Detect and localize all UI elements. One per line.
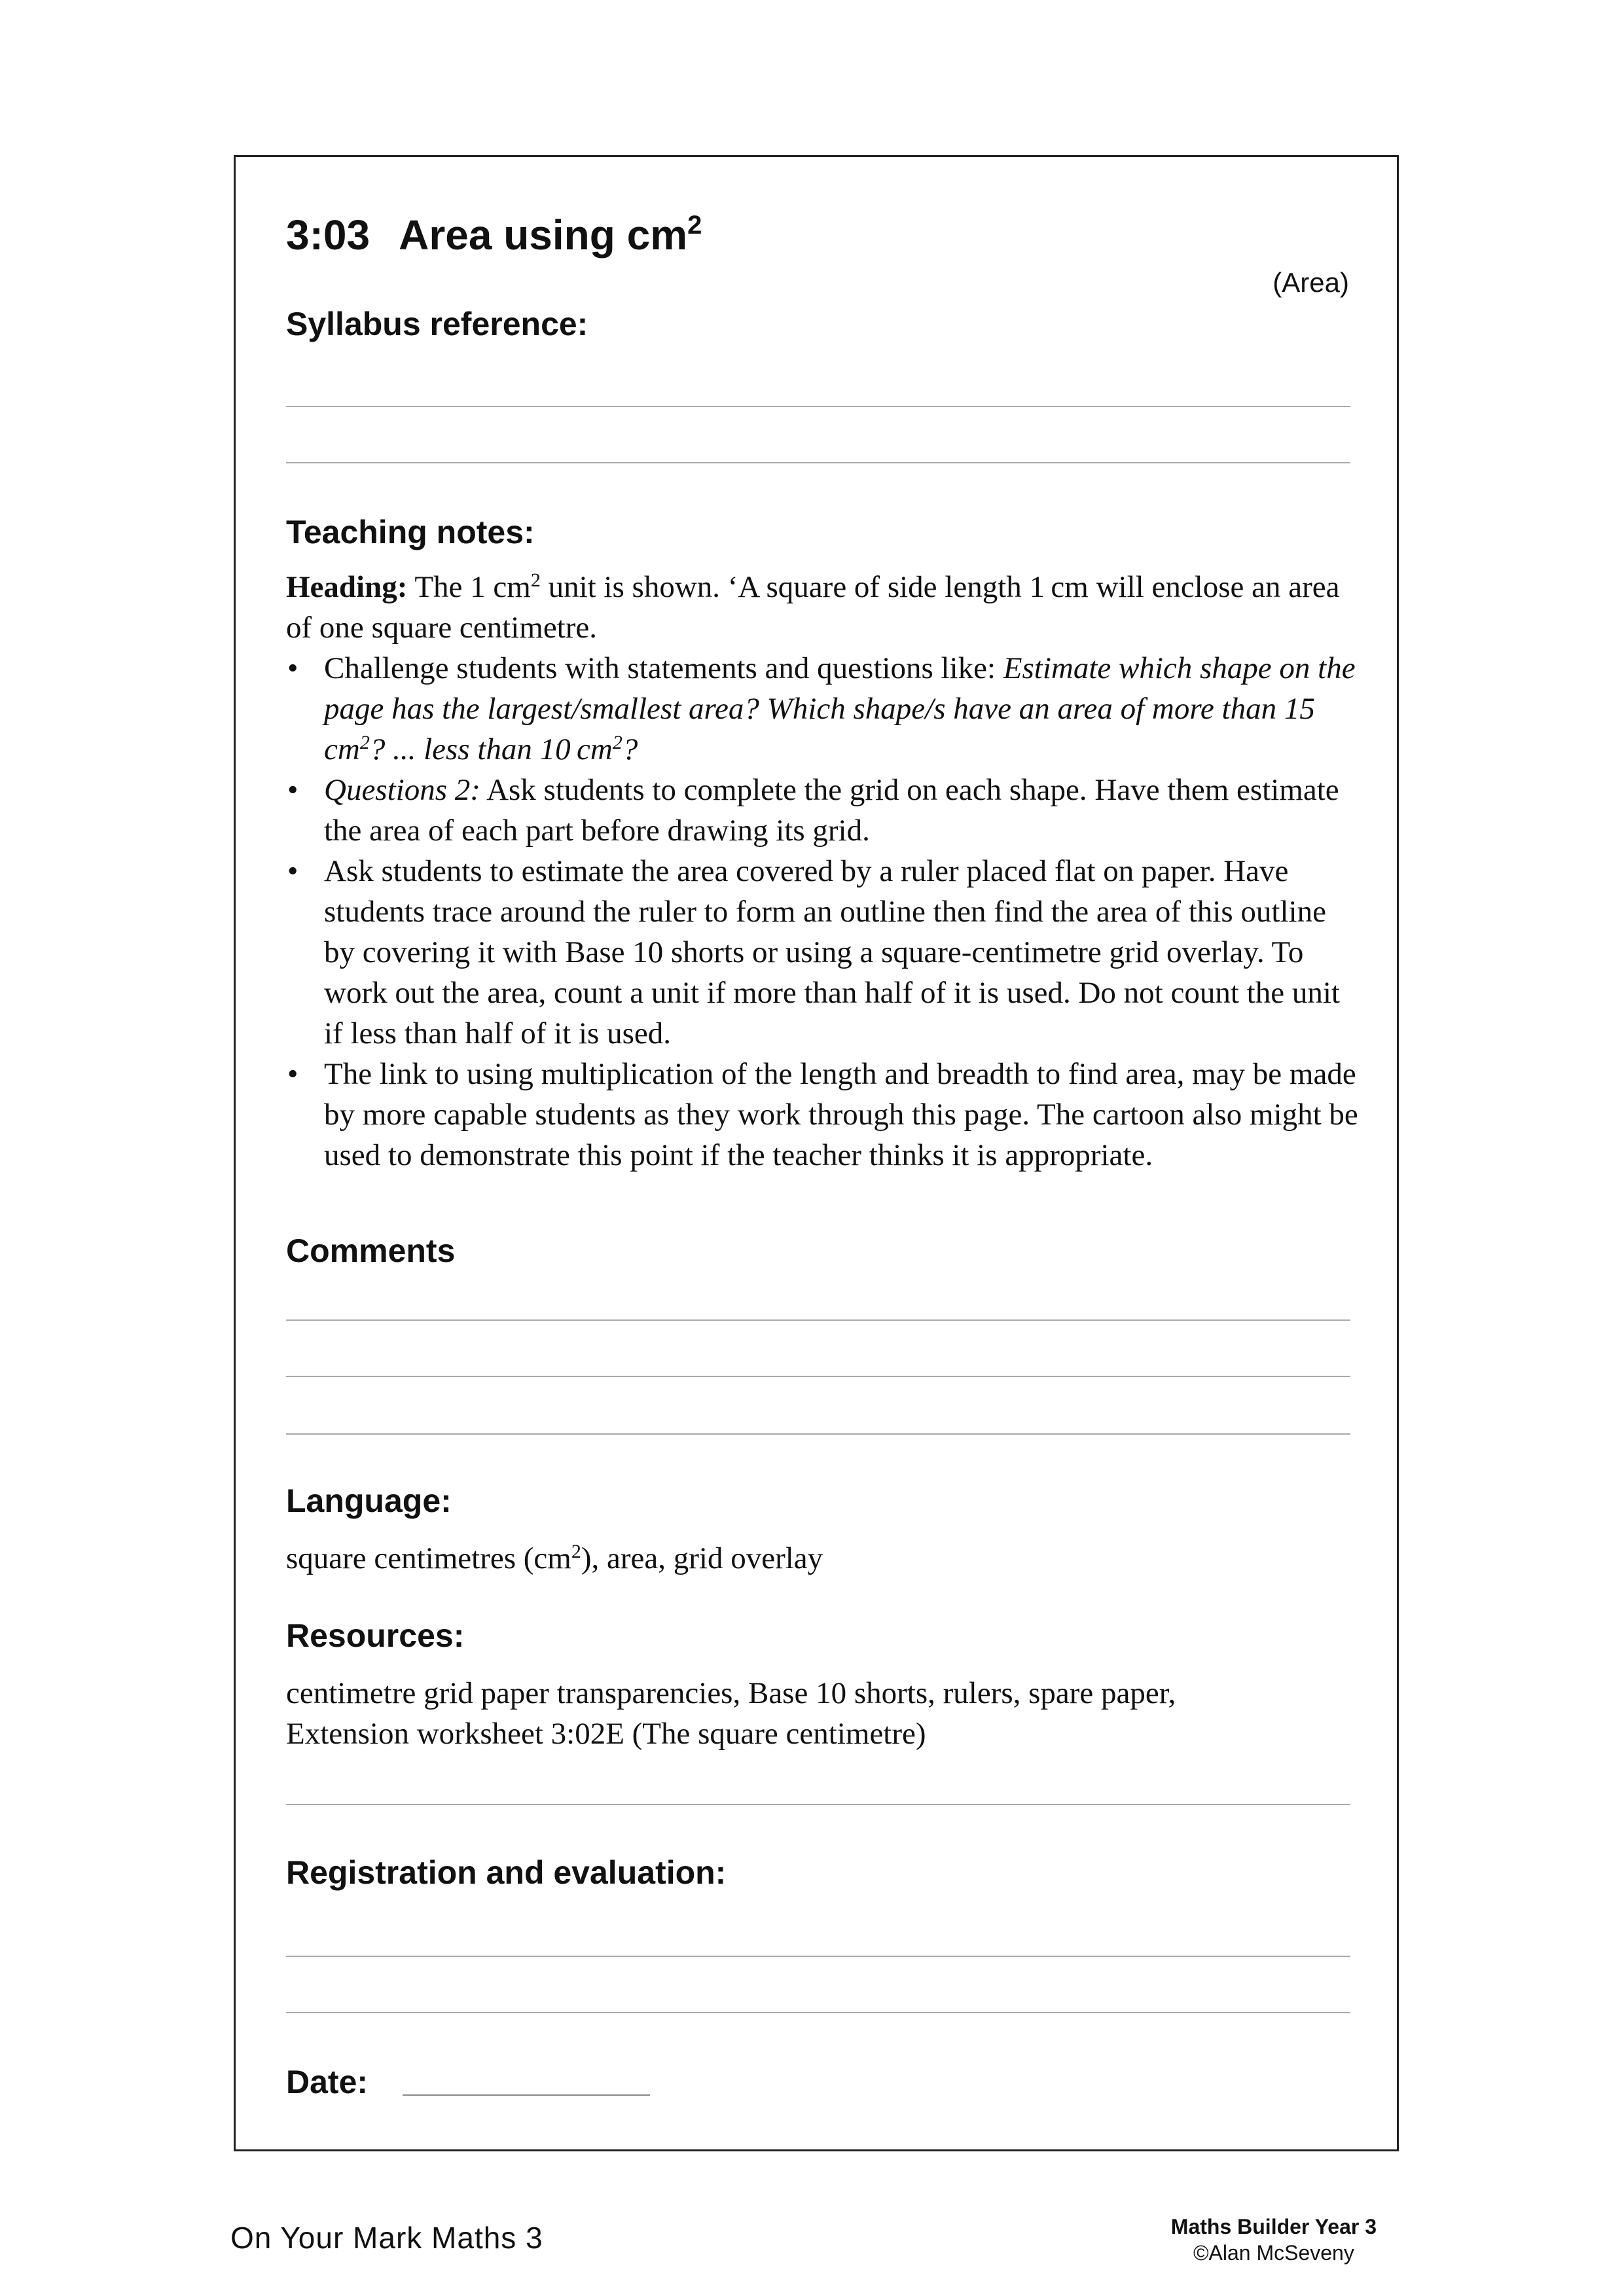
list-item: • The link to using multiplication of the length and breadth to find area, may be made by more capable students as they work through this page. The cartoon also might be used to demonstrate this point if the teacher thinks it is appropriate. bbox=[286, 1054, 1360, 1175]
syllabus-line-1[interactable] bbox=[286, 406, 1350, 407]
comments-line-2[interactable] bbox=[286, 1376, 1350, 1377]
registration-line-2[interactable] bbox=[286, 2012, 1350, 2013]
comments-line-1[interactable] bbox=[286, 1319, 1350, 1321]
resources-heading: Resources: bbox=[286, 1617, 465, 1654]
list-item: • Challenge students with statements and questions like: Estimate which shape on the page has the largest/smallest area? Which shape/s have an area of more than 15 $cm^2$? ... less than 10 $cm^2$? bbox=[286, 648, 1360, 770]
list-item: • Ask students to estimate the area covered by a ruler placed flat on paper. Have students trace around the ruler to form an outline then find the area of this outline by covering it with Base 10 shorts or using a square-centimetre grid overlay. To work out the area, count a unit if more than half of it is used. Do not count the unit if less than half of it is used. bbox=[286, 851, 1360, 1054]
language-text: square centimetres $(cm^2)$, area, grid overlay bbox=[286, 1541, 823, 1575]
footer-book-title: On Your Mark Maths 3 bbox=[230, 2221, 543, 2255]
date-label: Date: bbox=[286, 2064, 369, 2100]
date-line[interactable] bbox=[403, 2094, 650, 2096]
comments-line-3[interactable] bbox=[286, 1433, 1350, 1435]
heading-note: Heading: The 1 $cm^2$ unit is shown. ‘A square of side length 1 cm will enclose an area of one square centimetre. bbox=[286, 569, 1340, 645]
footer-series: Maths Builder Year 3 bbox=[1170, 2215, 1377, 2238]
section-title: Area using cm bbox=[399, 211, 688, 259]
registration-line-1[interactable] bbox=[286, 1956, 1350, 1957]
title-superscript: 2 bbox=[687, 211, 702, 240]
language-heading: Language: bbox=[286, 1482, 452, 1519]
resources-line[interactable] bbox=[286, 1804, 1350, 1805]
section-number: 3:03 bbox=[286, 211, 370, 259]
heading-note-label: Heading: bbox=[286, 570, 408, 604]
resources-text: centimetre grid paper transparencies, Base 10 shorts, rulers, spare paper, Extension worksheet 3:02E (The square centimetre) bbox=[286, 1676, 1176, 1751]
page-title bbox=[286, 211, 702, 259]
teaching-notes-heading: Teaching notes: bbox=[286, 514, 535, 550]
footer-copyright: ©Alan McSeveny bbox=[1193, 2241, 1354, 2265]
footer-credit bbox=[1171, 2214, 1377, 2266]
teaching-notes-list bbox=[286, 648, 1360, 1175]
topic-tag: (Area) bbox=[1272, 267, 1349, 298]
comments-heading: Comments bbox=[286, 1232, 456, 1269]
registration-heading: Registration and evaluation: bbox=[286, 1854, 727, 1891]
syllabus-heading: Syllabus reference: bbox=[286, 306, 588, 342]
teaching-notes-body bbox=[286, 567, 1360, 1175]
list-item: • Questions 2: Ask students to complete the grid on each shape. Have them estimate the area of each part before drawing its grid. bbox=[286, 770, 1360, 851]
syllabus-line-2[interactable] bbox=[286, 462, 1350, 463]
